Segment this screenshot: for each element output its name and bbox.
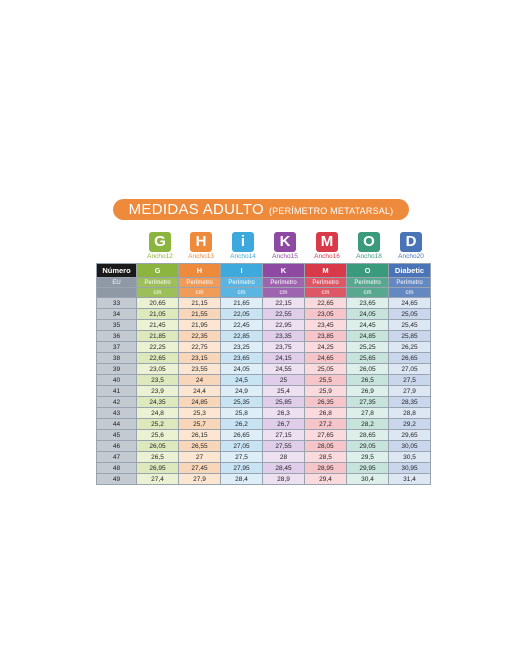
value-cell: 21,95 <box>179 320 221 331</box>
size-cell: 41 <box>97 386 137 397</box>
value-cell: 28,9 <box>263 474 305 485</box>
table-row <box>97 463 431 474</box>
value-cell: 23,75 <box>263 342 305 353</box>
value-cell: 24,65 <box>305 353 347 364</box>
value-cell: 24,55 <box>263 364 305 375</box>
value-cell: 27,95 <box>221 463 263 474</box>
value-cell: 24,4 <box>179 386 221 397</box>
value-cell: 28,45 <box>263 463 305 474</box>
value-cell: 31,4 <box>389 474 431 485</box>
value-cell: 29,65 <box>389 430 431 441</box>
table-row <box>97 331 431 342</box>
header-d: Diabetic <box>389 264 431 278</box>
value-cell: 26,7 <box>263 419 305 430</box>
value-cell: 30,95 <box>389 463 431 474</box>
value-cell: 28 <box>263 452 305 463</box>
size-cell: 45 <box>97 430 137 441</box>
table-row <box>97 419 431 430</box>
width-d-legend <box>393 232 429 260</box>
width-k-legend <box>267 232 303 260</box>
width-letter-badge: M <box>316 232 338 252</box>
value-cell: 23,05 <box>137 364 179 375</box>
value-cell: 25,6 <box>137 430 179 441</box>
table-row <box>97 320 431 331</box>
value-cell: 27,45 <box>179 463 221 474</box>
table-row <box>97 386 431 397</box>
value-cell: 27,9 <box>179 474 221 485</box>
size-cell: 37 <box>97 342 137 353</box>
value-cell: 26,5 <box>347 375 389 386</box>
value-cell: 27,05 <box>221 441 263 452</box>
value-cell: 21,15 <box>179 298 221 309</box>
value-cell: 23,05 <box>305 309 347 320</box>
table-row <box>97 309 431 320</box>
value-cell: 22,95 <box>263 320 305 331</box>
value-cell: 20,65 <box>137 298 179 309</box>
size-cell: 36 <box>97 331 137 342</box>
width-label: Ancho18 <box>356 253 382 260</box>
value-cell: 29,4 <box>305 474 347 485</box>
size-cell: 47 <box>97 452 137 463</box>
unit-cell <box>97 288 137 298</box>
subheader-cell: Perímetro <box>305 278 347 288</box>
value-cell: 24,15 <box>263 353 305 364</box>
value-cell: 27,65 <box>305 430 347 441</box>
unit-cell: cm <box>305 288 347 298</box>
value-cell: 23,65 <box>221 353 263 364</box>
width-g-legend <box>142 232 178 260</box>
value-cell: 26,95 <box>137 463 179 474</box>
value-cell: 25,35 <box>221 397 263 408</box>
size-cell: 34 <box>97 309 137 320</box>
value-cell: 26,8 <box>305 408 347 419</box>
subheader-cell: Perímetro <box>347 278 389 288</box>
value-cell: 22,65 <box>305 298 347 309</box>
size-cell: 40 <box>97 375 137 386</box>
value-cell: 30,4 <box>347 474 389 485</box>
width-letter-badge: G <box>149 232 171 252</box>
value-cell: 23,65 <box>347 298 389 309</box>
value-cell: 23,35 <box>263 331 305 342</box>
width-label: Ancho16 <box>314 253 340 260</box>
value-cell: 24,45 <box>347 320 389 331</box>
value-cell: 27,05 <box>389 364 431 375</box>
table-row <box>97 298 431 309</box>
width-label: Ancho14 <box>230 253 256 260</box>
unit-cell: cm <box>179 288 221 298</box>
width-letter-badge: O <box>358 232 380 252</box>
size-table <box>96 263 431 485</box>
value-cell: 22,45 <box>221 320 263 331</box>
value-cell: 23,55 <box>179 364 221 375</box>
width-letter-badge: H <box>190 232 212 252</box>
value-cell: 21,45 <box>137 320 179 331</box>
size-cell: 39 <box>97 364 137 375</box>
subheader-cell: Perímetro <box>263 278 305 288</box>
value-cell: 27,35 <box>347 397 389 408</box>
value-cell: 25,2 <box>137 419 179 430</box>
value-cell: 24,5 <box>221 375 263 386</box>
width-label: Ancho12 <box>147 253 173 260</box>
value-cell: 23,85 <box>305 331 347 342</box>
value-cell: 24,65 <box>389 298 431 309</box>
value-cell: 26,9 <box>347 386 389 397</box>
table-row <box>97 364 431 375</box>
value-cell: 23,9 <box>137 386 179 397</box>
value-cell: 21,55 <box>179 309 221 320</box>
value-cell: 25,9 <box>305 386 347 397</box>
header-h: H <box>179 264 221 278</box>
value-cell: 27,5 <box>389 375 431 386</box>
value-cell: 28,5 <box>305 452 347 463</box>
size-cell: 35 <box>97 320 137 331</box>
value-cell: 25,05 <box>389 309 431 320</box>
value-cell: 27,5 <box>221 452 263 463</box>
value-cell: 24,05 <box>221 364 263 375</box>
value-cell: 26,65 <box>389 353 431 364</box>
table-row <box>97 474 431 485</box>
value-cell: 21,05 <box>137 309 179 320</box>
table-row <box>97 375 431 386</box>
width-m-legend <box>309 232 345 260</box>
value-cell: 22,75 <box>179 342 221 353</box>
value-cell: 22,25 <box>137 342 179 353</box>
value-cell: 25,3 <box>179 408 221 419</box>
width-letter-badge: i <box>232 232 254 252</box>
size-cell: 42 <box>97 397 137 408</box>
value-cell: 29,95 <box>347 463 389 474</box>
value-cell: 25,25 <box>347 342 389 353</box>
value-cell: 23,5 <box>137 375 179 386</box>
width-o-legend <box>351 232 387 260</box>
unit-cell: cm <box>389 288 431 298</box>
header-i: I <box>221 264 263 278</box>
value-cell: 24,85 <box>179 397 221 408</box>
value-cell: 25,85 <box>263 397 305 408</box>
value-cell: 24,35 <box>137 397 179 408</box>
value-cell: 26,65 <box>221 430 263 441</box>
value-cell: 24,9 <box>221 386 263 397</box>
value-cell: 29,05 <box>347 441 389 452</box>
value-cell: 22,55 <box>263 309 305 320</box>
value-cell: 28,05 <box>305 441 347 452</box>
value-cell: 29,2 <box>389 419 431 430</box>
value-cell: 26,2 <box>221 419 263 430</box>
value-cell: 26,5 <box>137 452 179 463</box>
value-cell: 27,55 <box>263 441 305 452</box>
value-cell: 25,5 <box>305 375 347 386</box>
size-cell: 46 <box>97 441 137 452</box>
value-cell: 25,85 <box>389 331 431 342</box>
width-letter-badge: K <box>274 232 296 252</box>
subheader-cell: Perímetro <box>389 278 431 288</box>
value-cell: 25,8 <box>221 408 263 419</box>
value-cell: 28,8 <box>389 408 431 419</box>
subheader-cell: EU <box>97 278 137 288</box>
value-cell: 27,9 <box>389 386 431 397</box>
table-row <box>97 408 431 419</box>
value-cell: 26,3 <box>263 408 305 419</box>
width-label: Ancho15 <box>272 253 298 260</box>
size-cell: 49 <box>97 474 137 485</box>
value-cell: 24,25 <box>305 342 347 353</box>
unit-cell: cm <box>137 288 179 298</box>
header-number: Número <box>97 264 137 278</box>
table-row <box>97 430 431 441</box>
value-cell: 27,4 <box>137 474 179 485</box>
value-cell: 22,85 <box>221 331 263 342</box>
value-cell: 26,05 <box>347 364 389 375</box>
value-cell: 22,35 <box>179 331 221 342</box>
value-cell: 25,65 <box>347 353 389 364</box>
value-cell: 28,35 <box>389 397 431 408</box>
value-cell: 24,8 <box>137 408 179 419</box>
value-cell: 22,65 <box>137 353 179 364</box>
width-legend <box>142 232 422 262</box>
value-cell: 23,25 <box>221 342 263 353</box>
value-cell: 27 <box>179 452 221 463</box>
title-sub: (PERÍMETRO METATARSAL) <box>268 206 394 216</box>
value-cell: 30,5 <box>389 452 431 463</box>
size-cell: 38 <box>97 353 137 364</box>
title-banner <box>113 199 409 220</box>
value-cell: 26,05 <box>137 441 179 452</box>
value-cell: 24 <box>179 375 221 386</box>
width-h-legend <box>183 232 219 260</box>
value-cell: 25,05 <box>305 364 347 375</box>
value-cell: 26,55 <box>179 441 221 452</box>
value-cell: 29,5 <box>347 452 389 463</box>
header-k: K <box>263 264 305 278</box>
value-cell: 25 <box>263 375 305 386</box>
value-cell: 28,65 <box>347 430 389 441</box>
value-cell: 26,15 <box>179 430 221 441</box>
width-label: Ancho13 <box>188 253 214 260</box>
value-cell: 27,15 <box>263 430 305 441</box>
unit-cell: cm <box>263 288 305 298</box>
value-cell: 25,7 <box>179 419 221 430</box>
value-cell: 21,85 <box>137 331 179 342</box>
unit-cell: cm <box>221 288 263 298</box>
value-cell: 22,15 <box>263 298 305 309</box>
title-main: MEDIDAS ADULTO <box>128 201 264 218</box>
table-row <box>97 452 431 463</box>
header-m: M <box>305 264 347 278</box>
value-cell: 27,8 <box>347 408 389 419</box>
value-cell: 24,85 <box>347 331 389 342</box>
value-cell: 25,4 <box>263 386 305 397</box>
value-cell: 23,15 <box>179 353 221 364</box>
value-cell: 21,65 <box>221 298 263 309</box>
table-row <box>97 342 431 353</box>
value-cell: 27,2 <box>305 419 347 430</box>
value-cell: 25,45 <box>389 320 431 331</box>
value-cell: 30,05 <box>389 441 431 452</box>
value-cell: 28,95 <box>305 463 347 474</box>
header-g: G <box>137 264 179 278</box>
size-cell: 33 <box>97 298 137 309</box>
value-cell: 28,4 <box>221 474 263 485</box>
value-cell: 24,05 <box>347 309 389 320</box>
size-cell: 43 <box>97 408 137 419</box>
subheader-cell: Perímetro <box>179 278 221 288</box>
unit-cell: cm <box>347 288 389 298</box>
value-cell: 26,35 <box>305 397 347 408</box>
table-row <box>97 353 431 364</box>
width-letter-badge: D <box>400 232 422 252</box>
value-cell: 22,05 <box>221 309 263 320</box>
value-cell: 28,2 <box>347 419 389 430</box>
subheader-cell: Perímetro <box>221 278 263 288</box>
value-cell: 23,45 <box>305 320 347 331</box>
width-i-legend <box>225 232 261 260</box>
header-o: O <box>347 264 389 278</box>
table-row <box>97 441 431 452</box>
table-row <box>97 397 431 408</box>
size-cell: 48 <box>97 463 137 474</box>
width-label: Ancho20 <box>398 253 424 260</box>
subheader-cell: Perímetro <box>137 278 179 288</box>
value-cell: 26,25 <box>389 342 431 353</box>
size-cell: 44 <box>97 419 137 430</box>
